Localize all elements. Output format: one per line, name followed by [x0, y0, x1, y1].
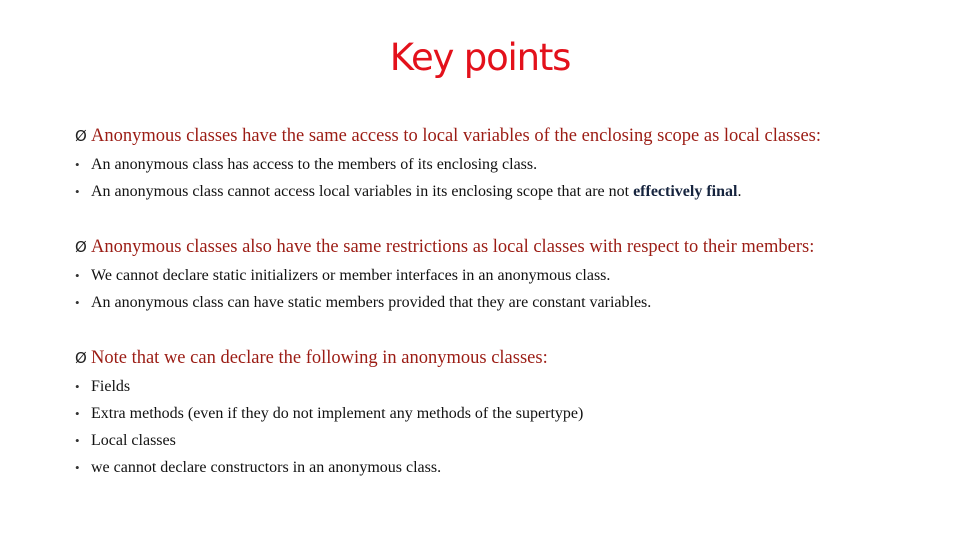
bullet-list — [75, 377, 955, 485]
emphasis-text: effectively final — [633, 183, 738, 200]
list-item-text: we cannot declare constructors in an anonymous class. — [91, 459, 442, 476]
section-heading — [75, 237, 955, 259]
section-heading-text: Anonymous classes also have the same restrictions as local classes with respect to their members: — [91, 237, 815, 257]
list-item — [75, 293, 955, 320]
bullet-dot-icon: • — [75, 268, 80, 283]
bullet-dot-icon: • — [75, 460, 80, 475]
list-item — [75, 404, 955, 431]
arrow-bullet-icon: Ø — [75, 238, 87, 256]
bullet-list — [75, 266, 955, 320]
section-heading — [75, 348, 955, 370]
list-item — [75, 266, 955, 293]
bullet-dot-icon: • — [75, 184, 80, 199]
list-item-text: Local classes — [91, 432, 176, 449]
slide-title: Key points — [389, 36, 571, 79]
list-item-text: An anonymous class can have static members provided that they are constant variables. — [91, 294, 652, 311]
list-item-text: We cannot declare static initializers or member interfaces in an anonymous class. — [91, 267, 611, 284]
list-item-text-after: . — [737, 183, 742, 200]
arrow-bullet-icon: Ø — [75, 349, 87, 367]
list-item — [75, 431, 955, 458]
section-heading — [75, 126, 955, 148]
list-item — [75, 182, 955, 209]
list-item — [75, 458, 955, 485]
list-item-text-before: An anonymous class cannot access local variables in its enclosing scope that are not — [91, 183, 634, 200]
list-item — [75, 155, 955, 182]
section-what-can-be-declared — [75, 348, 955, 485]
list-item-text: Fields — [91, 378, 131, 395]
bullet-dot-icon: • — [75, 406, 80, 421]
bullet-list — [75, 155, 955, 209]
arrow-bullet-icon: Ø — [75, 127, 87, 145]
bullet-dot-icon: • — [75, 433, 80, 448]
list-item — [75, 377, 955, 404]
section-heading-text: Anonymous classes have the same access to local variables of the enclosing scope as local classes: — [91, 126, 822, 146]
list-item-text: Extra methods (even if they do not implement any methods of the supertype) — [91, 405, 584, 422]
bullet-dot-icon: • — [75, 157, 80, 172]
section-heading-text: Note that we can declare the following in anonymous classes: — [91, 348, 548, 368]
bullet-dot-icon: • — [75, 295, 80, 310]
bullet-dot-icon: • — [75, 379, 80, 394]
section-access-to-local-variables — [75, 126, 955, 209]
list-item-text: An anonymous class has access to the members of its enclosing class. — [91, 156, 538, 173]
section-restrictions-on-members — [75, 237, 955, 320]
